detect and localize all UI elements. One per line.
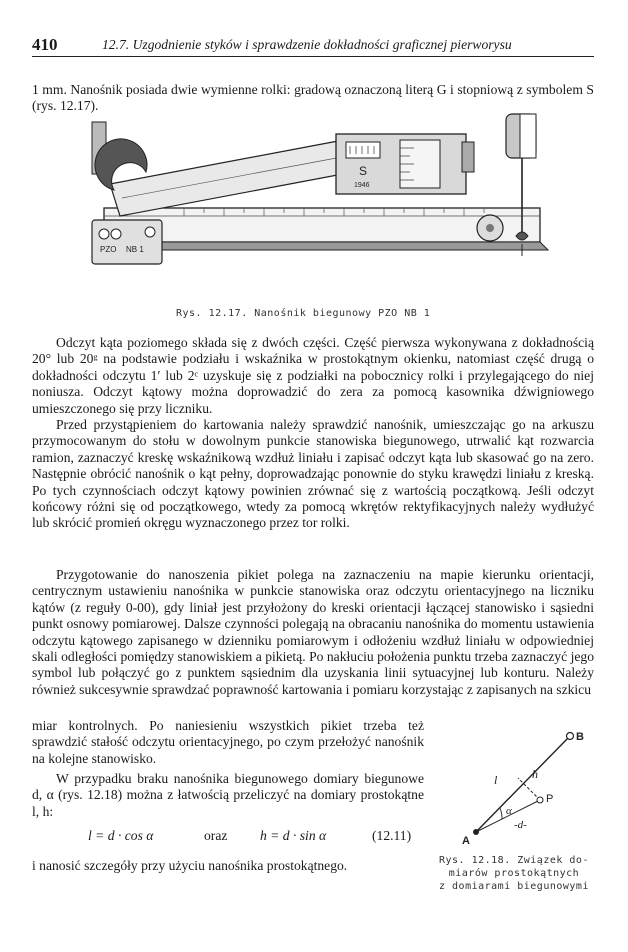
label-l: l bbox=[494, 773, 498, 787]
roller-letter: S bbox=[359, 164, 368, 178]
paragraph-5: miar kontrolnych. Po naniesieniu wszystkich pikiet trzeba też sprawdzić stałość odczytu orientacyjnego, po czym przełożyć nanośnik na kolejne stanowisko. bbox=[32, 718, 424, 766]
page-number: 410 bbox=[32, 35, 58, 54]
paragraph-3: Przed przystąpieniem do kartowania należy sprawdzić nanośnik, umieszczając go na arkuszu przymocowanym do stołu w dowolnym punkcie stanowiska biegunowego, utrwalić kąt rozwarcia ramion, zaznaczyć kreskę wskaźnikową wzdłuż liniału i zapisać odczyt kąta lub skasować go na zero. Następnie obrócić nanośnik o kąt pełny, doprowadzając ponownie do styku krawędzi liniału z kreską. Po tych czynnościach odczyt kątowy powinien zrównać się z wartością początkową. Jeśli odczyt końcowy różni się od początkowego, wtedy za pomocą wkrętów rektyfikacyjnych należy wydłużyć lub skrócić promień okręgu wyznaczonego przez tor rolki. bbox=[32, 417, 594, 531]
figure-offsets-diagram bbox=[460, 722, 600, 848]
paragraph-1: 1 mm. Nanośnik posiada dwie wymienne rolki: gradową oznaczoną literą G i stopniową z symbolem S (rys. 12.17). bbox=[32, 82, 594, 114]
model-label: NB 1 bbox=[126, 245, 144, 254]
line-a-b bbox=[476, 736, 570, 832]
equation-h: h = d · sin α bbox=[260, 828, 327, 843]
perpendicular-h bbox=[518, 778, 540, 800]
pivot-plate bbox=[92, 220, 162, 264]
paragraph-6: W przypadku braku nanośnika biegunowego domiary biegunowe d, α (rys. 12.18) można z łatwością przeliczyć na domiary prostokątne l, h: bbox=[32, 771, 424, 819]
running-head: 12.7. Uzgodnienie styków i sprawdzenie dokładności graficznej pierworysu bbox=[102, 37, 512, 52]
equation-12-11 bbox=[32, 828, 424, 846]
figure-12-18-caption bbox=[432, 854, 596, 893]
label-b: B bbox=[576, 731, 584, 743]
page-header bbox=[32, 32, 594, 57]
label-p: P bbox=[546, 793, 554, 805]
figure-12-18-caption-line-3: z domiarami biegunowymi bbox=[439, 881, 589, 892]
maker-mark: PZO bbox=[100, 245, 117, 254]
paragraph-7: i nanosić szczegóły przy użyciu nanośnika prostokątnego. bbox=[32, 858, 348, 873]
label-d: -d- bbox=[514, 819, 527, 831]
counter-year: 1946 bbox=[354, 182, 370, 189]
label-a: A bbox=[462, 835, 470, 847]
upper-arm bbox=[110, 138, 364, 216]
label-alpha: α bbox=[506, 805, 512, 817]
label-h: h bbox=[532, 767, 538, 781]
ruler bbox=[104, 208, 540, 242]
figure-12-18-caption-line-2: miarów prostokątnych bbox=[448, 868, 580, 879]
equation-conjunction: oraz bbox=[204, 828, 228, 843]
counter-window bbox=[346, 142, 380, 158]
angle-arc bbox=[500, 808, 502, 819]
figure-12-17-caption: Rys. 12.17. Nanośnik biegunowy PZO NB 1 bbox=[176, 308, 431, 319]
point-p bbox=[537, 797, 543, 803]
point-b bbox=[567, 733, 574, 740]
figure-polar-plotter bbox=[74, 112, 554, 302]
paragraph-4: Przygotowanie do nanoszenia pikiet polega na zaznaczeniu na mapie kierunku orientacji, centrycznym ustawieniu nanośnika w punkcie stanowiska oraz odczytu orientacyjnego na liczniku kątów (z reguły 0-00), gdy liniał jest przyłożony do kreski orientacji łączącej stanowisko i sąsiedni punkt osnowy pomiarowej. Dalsze czynności polegają na obracaniu nanośnika do momentu ustawienia odczytu kątowego zapisanego w dzienniku pomiarowym i odłożeniu wzdłuż liniału w odpowiedniej skali odległości pomiędzy stanowiskiem a pikietą. Po nakłuciu położenia punktu trzeba zaznaczyć jego symbol lub połączyć go z punktem sąsiednim dla uzyskania linii sytuacyjnej lub konturu. Należy również sukcesywnie sprawdzać poprawność kartowania i pomiaru korzystając z zapisanych na szkicu bbox=[32, 567, 594, 697]
equation-number: (12.11) bbox=[372, 828, 412, 843]
figure-12-18-caption-line-1: Rys. 12.18. Związek do- bbox=[439, 855, 589, 866]
equation-l: l = d · cos α bbox=[88, 828, 154, 843]
paragraph-2: Odczyt kąta poziomego składa się z dwóch części. Część pierwsza wykonywana z dokładnością 20° lub 20ᵍ na podstawie podziału i wskaźnika w prostokątnym okienku, natomiast część drugą o dokładności odczytu 1′ lub 2ᶜ uzyskuje się z podziałki na pobocznicy rolki i przylegającego do niej noniusza. Odczyt kątowy można doprowadzić do zera za pomocą kasownika dźwigniowego umieszczonego się przy liczniku. bbox=[32, 335, 594, 416]
